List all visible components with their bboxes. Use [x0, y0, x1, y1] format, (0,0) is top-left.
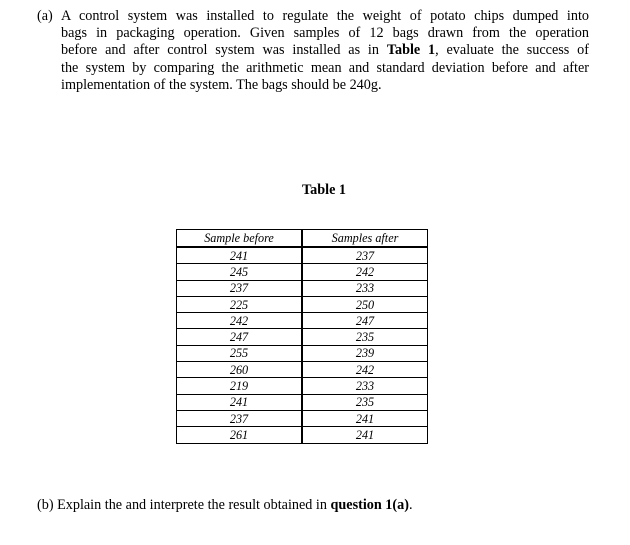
- table-row: [177, 280, 428, 296]
- cell-sample-before: 237: [177, 280, 303, 296]
- table-row: [177, 362, 428, 378]
- table-row: [177, 247, 428, 264]
- table-row: [177, 410, 428, 426]
- cell-sample-before: 242: [177, 313, 303, 329]
- table-row: [177, 378, 428, 394]
- table-row: [177, 313, 428, 329]
- cell-sample-before: 219: [177, 378, 303, 394]
- question-a-line-1: A control system was installed to regulate the weight of potato chips dumped into: [61, 8, 589, 24]
- question-a-line-2: bags in packaging operation. Given samples of 12 bags drawn from the operation: [61, 25, 589, 42]
- question-a-line-5: implementation of the system. The bags should be 240g.: [61, 76, 382, 93]
- cell-samples-after: 241: [302, 410, 428, 426]
- cell-sample-before: 225: [177, 296, 303, 312]
- cell-sample-before: 247: [177, 329, 303, 345]
- question-reference: question 1(a): [330, 497, 409, 513]
- question-a-line-3-head: before and after control system was installed as in: [61, 42, 387, 59]
- table-row: [177, 394, 428, 410]
- cell-samples-after: 235: [302, 329, 428, 345]
- table-header-row: [177, 230, 428, 248]
- table-row: [177, 296, 428, 312]
- cell-sample-before: 260: [177, 362, 303, 378]
- cell-sample-before: 255: [177, 345, 303, 361]
- table-row: [177, 345, 428, 361]
- question-b-text: Explain the and interprete the result obtained in: [57, 497, 331, 513]
- cell-samples-after: 242: [302, 264, 428, 280]
- cell-sample-before: 241: [177, 394, 303, 410]
- cell-sample-before: 245: [177, 264, 303, 280]
- cell-sample-before: 241: [177, 247, 303, 264]
- sample-table: [176, 229, 428, 444]
- cell-sample-before: 237: [177, 410, 303, 426]
- cell-samples-after: 239: [302, 345, 428, 361]
- cell-samples-after: 237: [302, 247, 428, 264]
- question-b-tail: .: [408, 497, 413, 513]
- question-a-line-3-tail: , evaluate the success of: [435, 42, 589, 59]
- cell-samples-after: 233: [302, 280, 428, 296]
- cell-samples-after: 247: [302, 313, 428, 329]
- table-caption-text: Table 1: [301, 182, 347, 198]
- question-a-line-4: the system by comparing the arithmetic mean and standard deviation before and after: [61, 59, 589, 76]
- question-a-label: (a): [37, 8, 53, 24]
- header-samples-after: Samples after: [302, 230, 428, 248]
- table-body: [177, 247, 428, 443]
- cell-samples-after: 233: [302, 378, 428, 394]
- table-caption: [0, 182, 630, 199]
- table-row: [177, 264, 428, 280]
- cell-sample-before: 261: [177, 427, 303, 443]
- cell-samples-after: 242: [302, 362, 428, 378]
- table-row: [177, 427, 428, 443]
- header-sample-before: Sample before: [177, 230, 303, 248]
- table-reference: Table 1: [386, 42, 436, 59]
- cell-samples-after: 250: [302, 296, 428, 312]
- cell-samples-after: 241: [302, 427, 428, 443]
- question-a: [37, 8, 589, 94]
- question-a-text: [61, 8, 589, 94]
- question-b: [37, 497, 413, 514]
- cell-samples-after: 235: [302, 394, 428, 410]
- table-row: [177, 329, 428, 345]
- question-a-line-3: [61, 42, 589, 59]
- question-b-label: (b): [37, 497, 54, 513]
